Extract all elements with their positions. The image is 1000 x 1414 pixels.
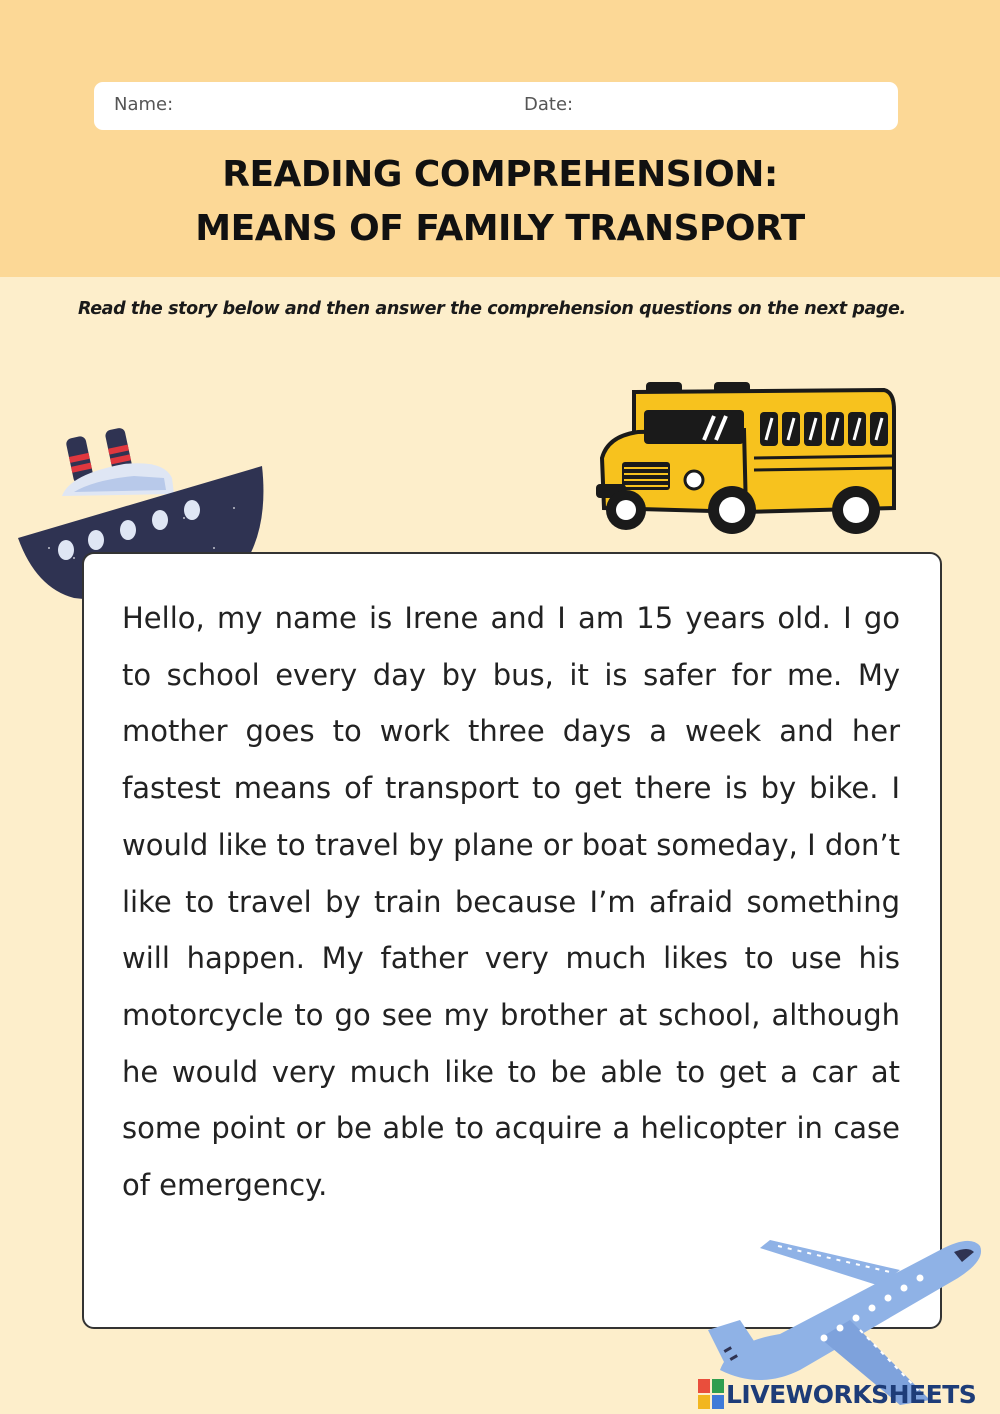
worksheet-title-line-1: READING COMPREHENSION: bbox=[222, 154, 778, 195]
name-label: Name: bbox=[114, 94, 174, 115]
liveworksheets-logo-text: LIVEWORKSHEETS bbox=[726, 1379, 977, 1409]
liveworksheets-logo-icon bbox=[698, 1379, 724, 1409]
instruction-text: Read the story below and then answer the comprehension questions on the next page. bbox=[78, 299, 906, 319]
date-label: Date: bbox=[524, 94, 574, 115]
name-date-bar bbox=[94, 82, 898, 130]
school-bus-illustration bbox=[594, 380, 899, 545]
story-text: Hello, my name is Irene and I am 15 years old. I go to school every day by bus, it is safer for me. My mother goes to work three days a week and her fastest means of transport to get there is by bike. I would like to travel by plane or boat someday, I don’t like to travel by train because I’m afraid something will happen. My father very much likes to use his motorcycle to go see my brother at school, although he would very much like to be able to get a car at some point or be able to acquire a helicopter in case of emergency. bbox=[122, 601, 900, 1203]
worksheet-title-line-2: MEANS OF FAMILY TRANSPORT bbox=[195, 208, 805, 249]
liveworksheets-logo bbox=[698, 1378, 998, 1410]
story-box bbox=[82, 552, 942, 1329]
